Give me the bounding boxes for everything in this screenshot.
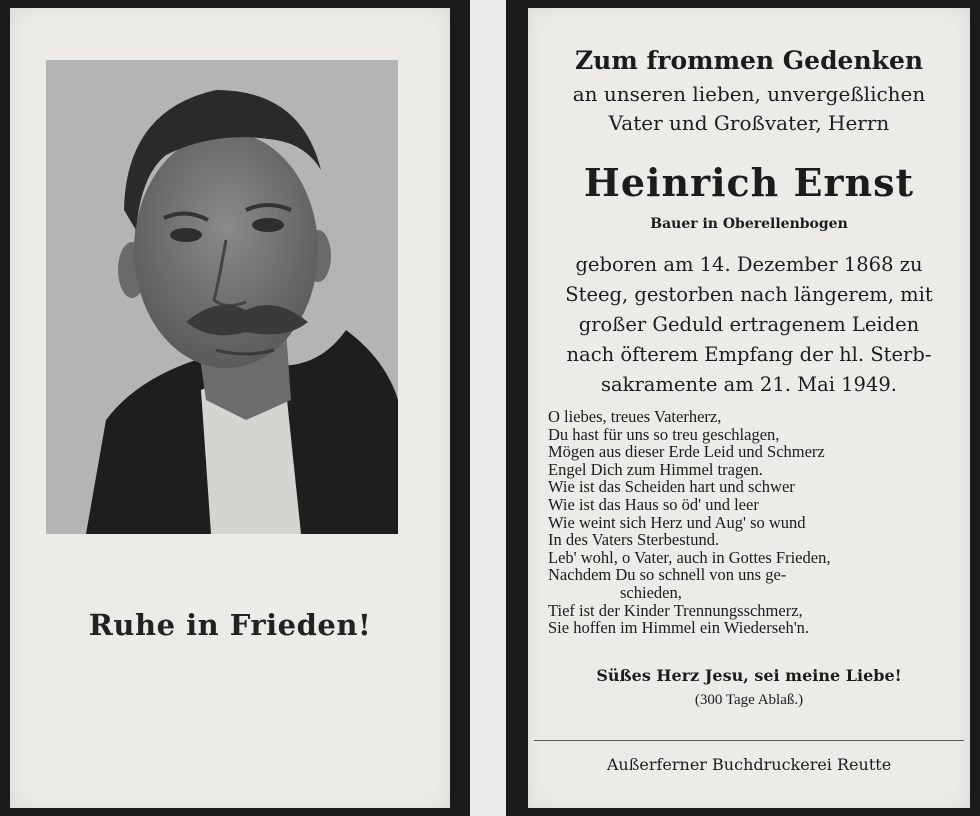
poem-line: Engel Dich zum Himmel tragen. xyxy=(548,459,763,479)
poem-line: Leb' wohl, o Vater, auch in Gottes Frieden, xyxy=(548,547,831,567)
divider xyxy=(534,740,964,741)
bio-line: großer Geduld ertragenem Leiden xyxy=(578,313,920,336)
poem-line: Wie weint sich Herz und Aug' so wund xyxy=(548,512,806,532)
poem-line: schieden, xyxy=(620,582,682,602)
deceased-occupation: Bauer in Oberellenbogen xyxy=(650,216,848,232)
portrait-photo xyxy=(46,60,398,534)
poem-line: Wie ist das Haus so öd' und leer xyxy=(548,494,759,514)
poem-line: O liebes, treues Vaterherz, xyxy=(548,407,722,426)
poem-line: Nachdem Du so schnell von uns ge- xyxy=(548,565,787,585)
poem-line: Sie hoffen im Himmel ein Wiederseh'n. xyxy=(548,618,810,638)
left-card xyxy=(10,8,450,808)
card-gap xyxy=(470,0,506,816)
poem-line: In des Vaters Sterbestund. xyxy=(548,530,720,550)
poem-line: Tief ist der Kinder Trennungsschmerz, xyxy=(548,600,803,620)
memorial-poem xyxy=(548,408,958,637)
indulgence-note: (300 Tage Ablaß.) xyxy=(694,692,804,708)
intro-line-1: an unseren lieben, unvergeßlichen xyxy=(572,82,926,106)
rest-in-peace-text: Ruhe in Frieden! xyxy=(88,608,372,642)
bio-line: sakramente am 21. Mai 1949. xyxy=(601,373,897,396)
portrait-illustration xyxy=(46,60,398,534)
bio-line: nach öfterem Empfang der hl. Sterb- xyxy=(566,343,932,366)
poem-line: Wie ist das Scheiden hart und schwer xyxy=(548,477,795,497)
intro-line-2: Vater und Großvater, Herrn xyxy=(608,111,890,135)
deceased-name: Heinrich Ernst xyxy=(583,160,915,205)
printer-imprint: Außerferner Buchdruckerei Reutte xyxy=(606,755,892,774)
poem-line: Du hast für uns so treu geschlagen, xyxy=(548,424,780,444)
poem-line: Mögen aus dieser Erde Leid und Schmerz xyxy=(548,442,825,462)
right-card xyxy=(528,8,970,808)
card-title: Zum frommen Gedenken xyxy=(574,46,924,75)
bio-line: geboren am 14. Dezember 1868 zu xyxy=(575,253,923,276)
prayer-line: Süßes Herz Jesu, sei meine Liebe! xyxy=(596,666,902,685)
bio-line: Steeg, gestorben nach längerem, mit xyxy=(565,283,933,306)
